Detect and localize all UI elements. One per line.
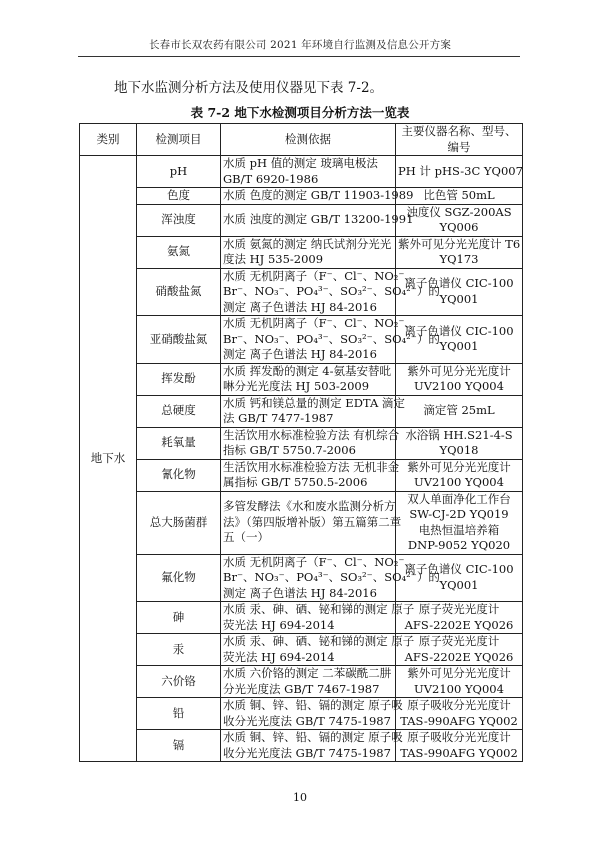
basis-cell-line: 水质 氨氮的测定 纳氏试剂分光光 (223, 236, 392, 251)
basis-cell (221, 491, 402, 554)
instrument-cell-line: YQ001 (439, 577, 479, 592)
instrument-cell-line: 离子色谱仪 CIC-100 (404, 276, 514, 291)
instrument-cell-line: PH 计 pHS-3C YQ007 (398, 163, 523, 178)
basis-cell-line: 水质 铜、锌、铅、镉的测定 原子吸 (223, 730, 403, 744)
instrument-cell-line: AFS-2202E YQ026 (404, 617, 514, 632)
header-basis: 检测依据 (221, 124, 396, 156)
basis-cell-line: 分光光度法 GB/T 7467-1987 (223, 681, 380, 696)
instrument-cell (396, 395, 523, 427)
intro-paragraph: 地下水监测分析方法及使用仪器见下表 7-2。 (114, 80, 384, 96)
basis-cell-line: Br⁻、NO₃⁻、PO₄³⁻、SO₃²⁻、SO₄²⁻）的 (223, 331, 440, 346)
instrument-cell (396, 602, 523, 634)
basis-cell-line: 水质 钙和镁总量的测定 EDTA 滴定 (223, 395, 405, 410)
basis-cell (221, 427, 400, 459)
basis-cell-line: 水质 浊度的测定 GB/T 13200-1991 (223, 212, 414, 227)
item-cell: pH (137, 156, 221, 188)
instrument-cell (396, 459, 523, 491)
basis-cell-line: 水质 无机阴离子（F⁻、Cl⁻、NO₂⁻、 (223, 554, 416, 569)
basis-cell (221, 204, 414, 236)
instrument-cell (396, 363, 523, 395)
basis-cell-line: 测定 离子色谱法 HJ 84-2016 (223, 299, 377, 314)
header-item: 检测项目 (137, 124, 221, 156)
instrument-cell-line: TAS-990AFG YQ002 (400, 713, 518, 728)
table-row (80, 316, 523, 364)
instrument-cell-line: 浊度仪 SGZ-200AS (406, 204, 512, 219)
instrument-cell-line: YQ018 (439, 443, 479, 457)
table-row (80, 634, 523, 666)
basis-cell-line: 收分光光度法 GB/T 7475-1987 (223, 713, 391, 728)
basis-cell-line: 水质 色度的测定 GB/T 11903-1989 (223, 188, 414, 202)
instrument-cell-line: DNP-9052 YQ020 (407, 538, 511, 552)
table-row (80, 363, 523, 395)
instrument-cell-line: 水浴锅 HH.S21-4-S (405, 427, 513, 442)
instrument-cell (396, 666, 523, 698)
item-cell: 浑浊度 (137, 204, 221, 236)
table-row (80, 427, 523, 459)
basis-cell-line: 水质 无机阴离子（F⁻、Cl⁻、NO₂⁻、 (223, 268, 416, 283)
basis-cell-line: 啉分光光度法 HJ 503-2009 (223, 379, 370, 393)
basis-cell-line: 法 GB/T 7477-1987 (223, 411, 334, 425)
basis-cell-line: 生活饮用水标准检验方法 有机综合 (223, 427, 400, 442)
methods-table (79, 123, 523, 762)
item-cell: 汞 (137, 634, 221, 666)
table-row (80, 698, 523, 730)
basis-cell-line: GB/T 6920-1986 (223, 171, 319, 186)
instrument-cell-line: UV2100 YQ004 (414, 681, 504, 696)
table-row (80, 188, 523, 205)
instrument-cell-line: UV2100 YQ004 (414, 475, 504, 489)
instrument-cell (396, 188, 523, 205)
table-body (80, 156, 523, 762)
table-row (80, 395, 523, 427)
basis-cell (221, 554, 440, 602)
basis-cell (221, 363, 396, 395)
running-header: 长春市长双农药有限公司 2021 年环境自行监测及信息公开方案 (148, 39, 452, 51)
basis-cell-line: 生活饮用水标准检验方法 无机非金 (223, 459, 400, 474)
basis-cell (221, 634, 415, 666)
table-row (80, 204, 523, 236)
basis-cell-line: 多管发酵法《水和废水监测分析方 (223, 499, 396, 514)
basis-cell (221, 602, 415, 634)
instrument-cell-line: 原子荧光光度计 (418, 634, 500, 648)
basis-cell (221, 268, 440, 316)
basis-cell-line: 水质 汞、砷、硒、铋和锑的测定 原子 (223, 602, 415, 616)
item-cell: 总硬度 (137, 395, 221, 427)
basis-cell-line: 荧光法 HJ 694-2014 (223, 617, 335, 632)
item-cell: 总大肠菌群 (137, 491, 221, 554)
instrument-cell-line: 离子色谱仪 CIC-100 (404, 323, 514, 338)
instrument-cell-line: 比色管 50mL (423, 188, 495, 202)
instrument-cell (396, 236, 523, 268)
item-cell: 氰化物 (137, 459, 221, 491)
item-cell: 色度 (137, 188, 221, 205)
item-cell: 镉 (137, 730, 221, 762)
instrument-cell (396, 634, 523, 666)
basis-cell-line: 水质 pH 值的测定 玻璃电极法 (223, 156, 378, 170)
instrument-cell-line: 紫外可见分光光度计 (407, 363, 511, 378)
header-rule (78, 56, 520, 57)
table-row (80, 602, 523, 634)
instrument-cell-line: 紫外可见分光光度计 (407, 459, 511, 474)
item-cell: 亚硝酸盐氮 (137, 316, 221, 364)
instrument-cell (396, 427, 523, 459)
table-row (80, 666, 523, 698)
basis-cell (221, 395, 405, 427)
item-cell: 氨氮 (137, 236, 221, 268)
basis-cell (221, 698, 403, 730)
table-header-row (80, 124, 523, 156)
instrument-cell (396, 204, 523, 236)
header-instrument: 主要仪器名称、型号、编号 (396, 124, 523, 156)
basis-cell (221, 188, 414, 205)
table-row (80, 156, 523, 188)
basis-cell-line: 水质 汞、砷、硒、铋和锑的测定 原子 (223, 634, 415, 648)
item-cell: 砷 (137, 602, 221, 634)
item-cell: 六价铬 (137, 666, 221, 698)
basis-cell-line: 指标 GB/T 5750.7-2006 (223, 443, 356, 457)
basis-cell-line: 收分光光度法 GB/T 7475-1987 (223, 745, 391, 760)
instrument-cell-line: YQ001 (439, 291, 479, 306)
instrument-cell (396, 491, 523, 554)
instrument-cell-line: YQ006 (439, 220, 479, 234)
basis-cell-line: 度法 HJ 535-2009 (223, 252, 324, 266)
item-cell: 耗氧量 (137, 427, 221, 459)
table-row (80, 730, 523, 762)
item-cell: 氟化物 (137, 554, 221, 602)
table-row (80, 554, 523, 602)
item-cell: 挥发酚 (137, 363, 221, 395)
basis-cell (221, 236, 396, 268)
basis-cell (221, 459, 400, 491)
instrument-cell-line: UV2100 YQ004 (414, 379, 504, 393)
instrument-cell-line: YQ001 (439, 339, 479, 354)
basis-cell-line: 水质 六价铬的测定 二苯碳酰二肼 (223, 666, 392, 680)
instrument-cell (396, 698, 523, 730)
instrument-cell-line: 离子色谱仪 CIC-100 (404, 562, 514, 577)
basis-cell-line: 水质 挥发酚的测定 4-氨基安替吡 (223, 363, 392, 378)
page-number: 10 (293, 791, 307, 804)
table-caption: 表 7-2 地下水检测项目分析方法一览表 (190, 105, 410, 120)
header-category: 类别 (80, 124, 137, 156)
basis-cell (221, 316, 440, 364)
instrument-cell-line: 滴定管 25mL (423, 403, 495, 418)
item-cell: 硝酸盐氮 (137, 268, 221, 316)
instrument-cell-line: 电热恒温培养箱 (418, 522, 500, 537)
basis-cell-line: Br⁻、NO₃⁻、PO₄³⁻、SO₃²⁻、SO₄²⁻）的 (223, 570, 440, 584)
instrument-cell-line: 紫外可见分光光度计 T6 (398, 236, 521, 251)
basis-cell (221, 156, 396, 188)
instrument-cell (396, 156, 523, 188)
table-row (80, 491, 523, 554)
item-cell: 铅 (137, 698, 221, 730)
basis-cell (221, 730, 403, 762)
basis-cell-line: 法》（第四版增补版）第五篇第二章 (223, 514, 402, 529)
table-row (80, 268, 523, 316)
instrument-cell-line: YQ173 (439, 252, 479, 266)
instrument-cell-line: 原子吸收分光光度计 (407, 730, 511, 744)
instrument-cell (396, 730, 523, 762)
basis-cell-line: 属指标 GB/T 5750.5-2006 (223, 475, 368, 489)
instrument-cell-line: AFS-2202E YQ026 (404, 649, 514, 664)
basis-cell-line: 五（一） (223, 530, 269, 545)
basis-cell-line: 荧光法 HJ 694-2014 (223, 649, 335, 664)
instrument-cell-line: 紫外可见分光光度计 (407, 666, 511, 680)
basis-cell-line: 水质 无机阴离子（F⁻、Cl⁻、NO₂⁻、 (223, 316, 416, 330)
basis-cell-line: 测定 离子色谱法 HJ 84-2016 (223, 585, 377, 600)
instrument-cell-line: 原子吸收分光光度计 (407, 698, 511, 712)
instrument-cell-line: 双人单面净化工作台 (407, 491, 511, 506)
basis-cell-line: 水质 铜、锌、铅、镉的测定 原子吸 (223, 698, 403, 712)
table-row (80, 459, 523, 491)
instrument-cell-line: 原子荧光光度计 (418, 602, 500, 616)
basis-cell (221, 666, 396, 698)
category-cell: 地下水 (80, 156, 137, 762)
basis-cell-line: Br⁻、NO₃⁻、PO₄³⁻、SO₃²⁻、SO₄²⁻）的 (223, 284, 440, 298)
table-row (80, 236, 523, 268)
instrument-cell-line: TAS-990AFG YQ002 (400, 745, 518, 760)
basis-cell-line: 测定 离子色谱法 HJ 84-2016 (223, 347, 377, 361)
instrument-cell-line: SW-CJ-2D YQ019 (409, 507, 509, 521)
